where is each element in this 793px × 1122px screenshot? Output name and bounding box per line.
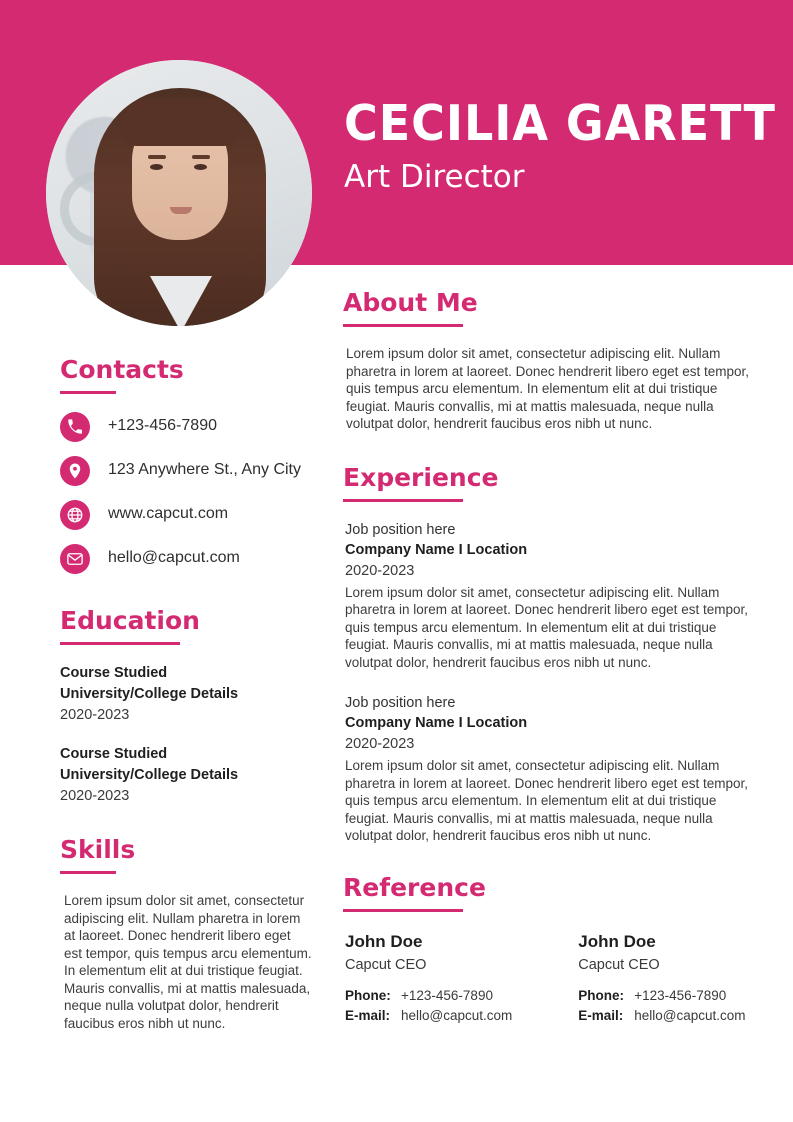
reference-email-label: E-mail:: [345, 1007, 391, 1023]
reference-phone-label: Phone:: [345, 987, 391, 1003]
contact-value-email: hello@capcut.com: [108, 549, 240, 566]
contact-item-address[interactable]: [60, 456, 312, 486]
section-rule-experience: [343, 499, 463, 502]
section-title-experience: Experience: [343, 462, 499, 492]
section-title-skills: Skills: [60, 835, 136, 864]
reference-phone-value: +123-456-7890: [401, 987, 493, 1003]
education-dates: 2020-2023: [60, 707, 130, 723]
experience-body: Lorem ipsum dolor sit amet, consectetur adipiscing elit. Nullam pharetra in lorem at laoreet. Donec hendrerit libero eget est tempor, quis tempus arcu elementum. In elementum elit at dui tristique feugiat. Mauris convallis, mi at mattis malesuada, neque nulla volutpat dolor, hendrerit faucibus eros nibh ut nunc.: [345, 758, 748, 843]
avatar-eyebrow-right: [192, 155, 210, 159]
experience-list: [343, 520, 753, 845]
section-rule-education: [60, 642, 180, 645]
education-course: Course Studied: [60, 665, 168, 681]
experience-position: Job position here: [345, 695, 456, 711]
education-course: Course Studied: [60, 746, 168, 762]
sidebar: [60, 355, 312, 1032]
section-title-about-me: About Me: [343, 288, 478, 317]
reference-name: John Doe: [578, 931, 656, 951]
section-rule-reference: [343, 909, 463, 912]
about-me-body: Lorem ipsum dolor sit amet, consectetur adipiscing elit. Nullam pharetra in lorem at laoreet. Donec hendrerit libero eget est tempor, quis tempus arcu elementum. In elementum elit at dui tristique feugiat. Mauris convallis, mi at mattis malesuada, neque nulla volutpat dolor, hendrerit faucibus eros nibh ut nunc.: [346, 346, 749, 431]
reference-phone-row: [345, 986, 512, 1006]
envelope-icon: [60, 544, 90, 574]
page-title: CECILIA GARETT: [344, 95, 776, 152]
contact-item-website[interactable]: [60, 500, 312, 530]
contact-value-phone: +123-456-7890: [108, 417, 217, 434]
avatar-fringe: [120, 98, 240, 146]
avatar: [46, 60, 312, 326]
experience-position: Job position here: [345, 521, 456, 538]
experience-company: Company Name I Location: [345, 715, 528, 731]
education-entry: [60, 663, 312, 726]
contact-item-email[interactable]: [60, 544, 312, 574]
reference-email-label: E-mail:: [578, 1007, 624, 1023]
experience-body: Lorem ipsum dolor sit amet, consectetur adipiscing elit. Nullam pharetra in lorem at laoreet. Donec hendrerit libero eget est tempor, quis tempus arcu elementum. In elementum elit at dui tristique feugiat. Mauris convallis, mi at mattis malesuada, neque nulla volutpat dolor, hendrerit faucibus eros nibh ut nunc.: [345, 584, 748, 670]
globe-icon: [60, 500, 90, 530]
reference-role: Capcut CEO: [345, 956, 427, 973]
section-title-contacts: Contacts: [60, 355, 184, 384]
experience-entry: [343, 520, 753, 672]
reference-email-row: [345, 1006, 512, 1026]
location-pin-icon: [60, 456, 90, 486]
education-school: University/College Details: [60, 767, 239, 783]
reference-phone-row: [578, 986, 745, 1006]
reference-email-value: hello@capcut.com: [401, 1007, 513, 1023]
experience-company: Company Name I Location: [345, 541, 528, 558]
reference-entry: [345, 930, 512, 1026]
contact-item-phone[interactable]: [60, 412, 312, 442]
skills-body: Lorem ipsum dolor sit amet, consectetur adipiscing elit. Nullam pharetra in lorem at laoreet. Donec hendrerit libero eget est tempor, quis tempus arcu elementum. In elementum elit at dui tristique feugiat. Mauris convallis, mi at mattis malesuada, neque nulla volutpat dolor, hendrerit faucibus eros nibh ut nunc.: [64, 893, 312, 1031]
section-rule-about-me: [343, 324, 463, 327]
reference-phone-label: Phone:: [578, 987, 625, 1003]
reference-list: [343, 930, 753, 1026]
reference-role: Capcut CEO: [578, 956, 660, 973]
experience-entry: [343, 693, 753, 845]
education-school: University/College Details: [60, 686, 239, 702]
avatar-eyebrow-left: [148, 155, 166, 159]
reference-email-row: [578, 1006, 745, 1026]
contact-value-website: www.capcut.com: [108, 505, 229, 522]
phone-icon: [60, 412, 90, 442]
section-rule-skills: [60, 871, 116, 874]
avatar-eye-left: [150, 164, 163, 170]
education-list: [60, 663, 312, 807]
reference-email-value: hello@capcut.com: [634, 1007, 746, 1023]
section-title-education: Education: [60, 606, 200, 635]
contact-value-address: 123 Anywhere St., Any City: [108, 461, 301, 478]
avatar-mouth: [170, 207, 192, 214]
reference-entry: [578, 930, 745, 1026]
experience-dates: 2020-2023: [345, 562, 415, 579]
education-dates: 2020-2023: [60, 788, 130, 804]
experience-dates: 2020-2023: [345, 736, 415, 752]
avatar-eye-right: [194, 164, 207, 170]
education-entry: [60, 744, 312, 807]
header-name-block: [344, 95, 776, 196]
section-rule-contacts: [60, 391, 116, 394]
contact-list: [60, 412, 312, 574]
reference-name: John Doe: [345, 931, 423, 951]
section-title-reference: Reference: [343, 872, 486, 902]
job-role-subtitle: Art Director: [344, 159, 525, 195]
reference-phone-value: +123-456-7890: [634, 987, 727, 1003]
main-content: [343, 288, 753, 1026]
